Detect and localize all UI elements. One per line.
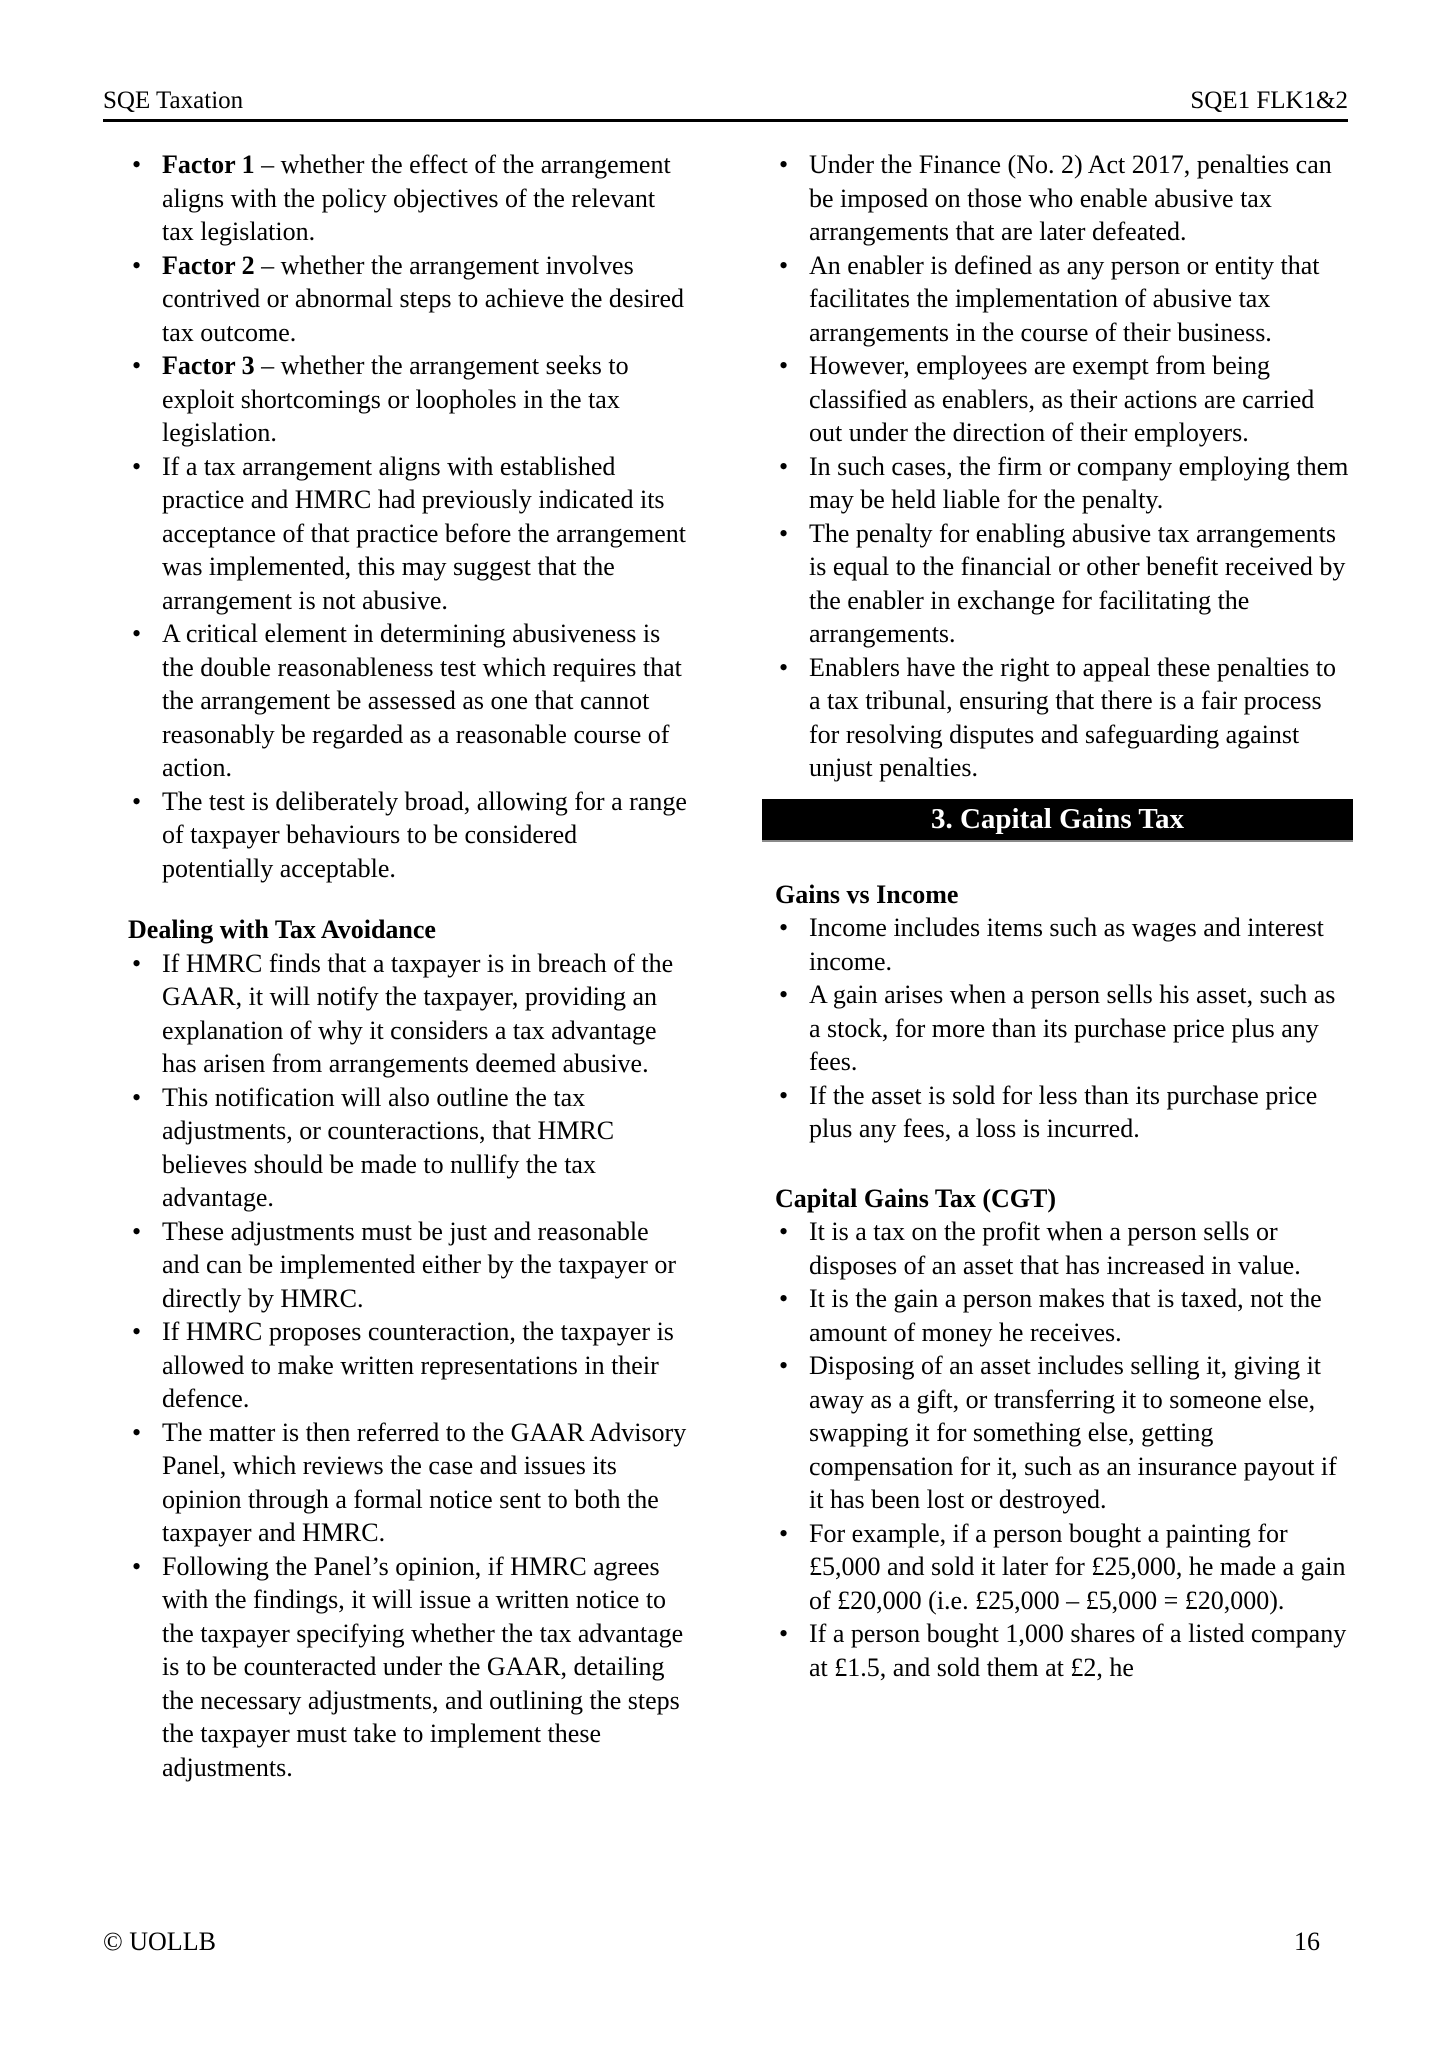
- bullet-item: • It is the gain a person makes that is taxed, not the amount of money he receives.: [775, 1282, 1353, 1349]
- bullet-text: – whether the arrangement seeks to exploit shortcomings or loopholes in the tax legislation.: [162, 351, 629, 447]
- enablers-list: [775, 148, 1353, 785]
- bullet-bold-text: Factor 1: [162, 150, 255, 179]
- bullet-item: • Following the Panel’s opinion, if HMRC agrees with the findings, it will issue a written notice to the taxpayer specifying whether the tax advantage is to be counteracted under the GAAR, detailing the necessary adjustments, and outlining the steps the taxpayer must take to implement these adjustments.: [128, 1550, 692, 1785]
- chapter-banner-capital-gains-tax: 3. Capital Gains Tax: [762, 799, 1353, 842]
- bullet-item: • Disposing of an asset includes selling it, giving it away as a gift, or transferring it to someone else, swapping it for something else, getting compensation for it, such as an insurance payout if it has been lost or destroyed.: [775, 1349, 1353, 1517]
- bullet-item: • If HMRC proposes counteraction, the taxpayer is allowed to make written representations in their defence.: [128, 1315, 692, 1416]
- bullet-item: [128, 249, 692, 350]
- bullet-item: • If HMRC finds that a taxpayer is in breach of the GAAR, it will notify the taxpayer, providing an explanation of why it considers a tax advantage has arisen from arrangements deemed abusive.: [128, 947, 692, 1081]
- bullet-item: • If the asset is sold for less than its purchase price plus any fees, a loss is incurred.: [775, 1079, 1353, 1146]
- page-footer: [103, 1925, 1348, 1958]
- bullet-text: The test is deliberately broad, allowing for a range of taxpayer behaviours to be considered potentially acceptable.: [162, 786, 687, 883]
- bullet-text: A critical element in determining abusiveness is the double reasonableness test which requires that the arrangement be assessed as one that cannot reasonably be regarded as a reasonable course of action.: [162, 619, 682, 782]
- bullet-item: [128, 450, 692, 618]
- bullet-text: If a tax arrangement aligns with established practice and HMRC had previously indicated its acceptance of that practice before the arrangement was implemented, this may suggest that the arrangement is not abusive.: [162, 451, 686, 615]
- bullet-item: • An enabler is defined as any person or entity that facilitates the implementation of abusive tax arrangements in the course of their business.: [775, 249, 1353, 350]
- right-column: [762, 148, 1353, 1684]
- copyright-text: © UOLLB: [103, 1927, 216, 1956]
- bullet-item: [128, 349, 692, 450]
- bullet-item: • For example, if a person bought a painting for £5,000 and sold it later for £25,000, he made a gain of £20,000 (i.e. £25,000 – £5,000 = £20,000).: [775, 1517, 1353, 1618]
- bullet-item: • However, employees are exempt from being classified as enablers, as their actions are carried out under the direction of their employers.: [775, 349, 1353, 450]
- section-heading-dealing-with-tax-avoidance: Dealing with Tax Avoidance: [128, 915, 436, 944]
- section-heading-capital-gains-tax-cgt: Capital Gains Tax (CGT): [775, 1183, 1057, 1213]
- dealing-with-tax-avoidance-list: [128, 947, 692, 1785]
- bullet-item: • Income includes items such as wages and interest income.: [775, 911, 1353, 978]
- gaar-factors-list: [128, 148, 692, 885]
- section-heading-gains-vs-income: Gains vs Income: [775, 879, 959, 909]
- bullet-item: [128, 617, 692, 785]
- gains-vs-income-list: [775, 911, 1353, 1146]
- bullet-item: [128, 785, 692, 886]
- page-number: 16: [1294, 1927, 1320, 1956]
- bullet-item: • These adjustments must be just and reasonable and can be implemented either by the taxpayer or directly by HMRC.: [128, 1215, 692, 1316]
- bullet-item: • The penalty for enabling abusive tax arrangements is equal to the financial or other benefit received by the enabler in exchange for facilitating the arrangements.: [775, 517, 1353, 651]
- capital-gains-tax-list: [775, 1215, 1353, 1684]
- bullet-item: • The matter is then referred to the GAAR Advisory Panel, which reviews the case and issues its opinion through a formal notice sent to both the taxpayer and HMRC.: [128, 1416, 692, 1550]
- bullet-item: • This notification will also outline the tax adjustments, or counteractions, that HMRC believes should be made to nullify the tax advantage.: [128, 1081, 692, 1215]
- left-column: [128, 148, 692, 1784]
- bullet-bold-text: Factor 3: [162, 351, 255, 380]
- bullet-item: [128, 148, 692, 249]
- page-header: [103, 86, 1348, 122]
- bullet-item: • A gain arises when a person sells his asset, such as a stock, for more than its purchase price plus any fees.: [775, 978, 1353, 1079]
- bullet-text: – whether the arrangement involves contrived or abnormal steps to achieve the desired tax outcome.: [162, 250, 684, 347]
- bullet-item: • Enablers have the right to appeal these penalties to a tax tribunal, ensuring that there is a fair process for resolving disputes and safeguarding against unjust penalties.: [775, 651, 1353, 785]
- header-title-left: SQE Taxation: [103, 87, 244, 114]
- bullet-bold-text: Factor 2: [162, 250, 255, 280]
- header-title-right: SQE1 FLK1&2: [1190, 87, 1348, 114]
- bullet-item: • It is a tax on the profit when a person sells or disposes of an asset that has increased in value.: [775, 1215, 1353, 1282]
- bullet-item: • In such cases, the firm or company employing them may be held liable for the penalty.: [775, 450, 1353, 517]
- bullet-text: – whether the effect of the arrangement aligns with the policy objectives of the relevant tax legislation.: [162, 150, 671, 246]
- bullet-item: • Under the Finance (No. 2) Act 2017, penalties can be imposed on those who enable abusive tax arrangements that are later defeated.: [775, 148, 1353, 249]
- bullet-item: • If a person bought 1,000 shares of a listed company at £1.5, and sold them at £2, he: [775, 1617, 1353, 1684]
